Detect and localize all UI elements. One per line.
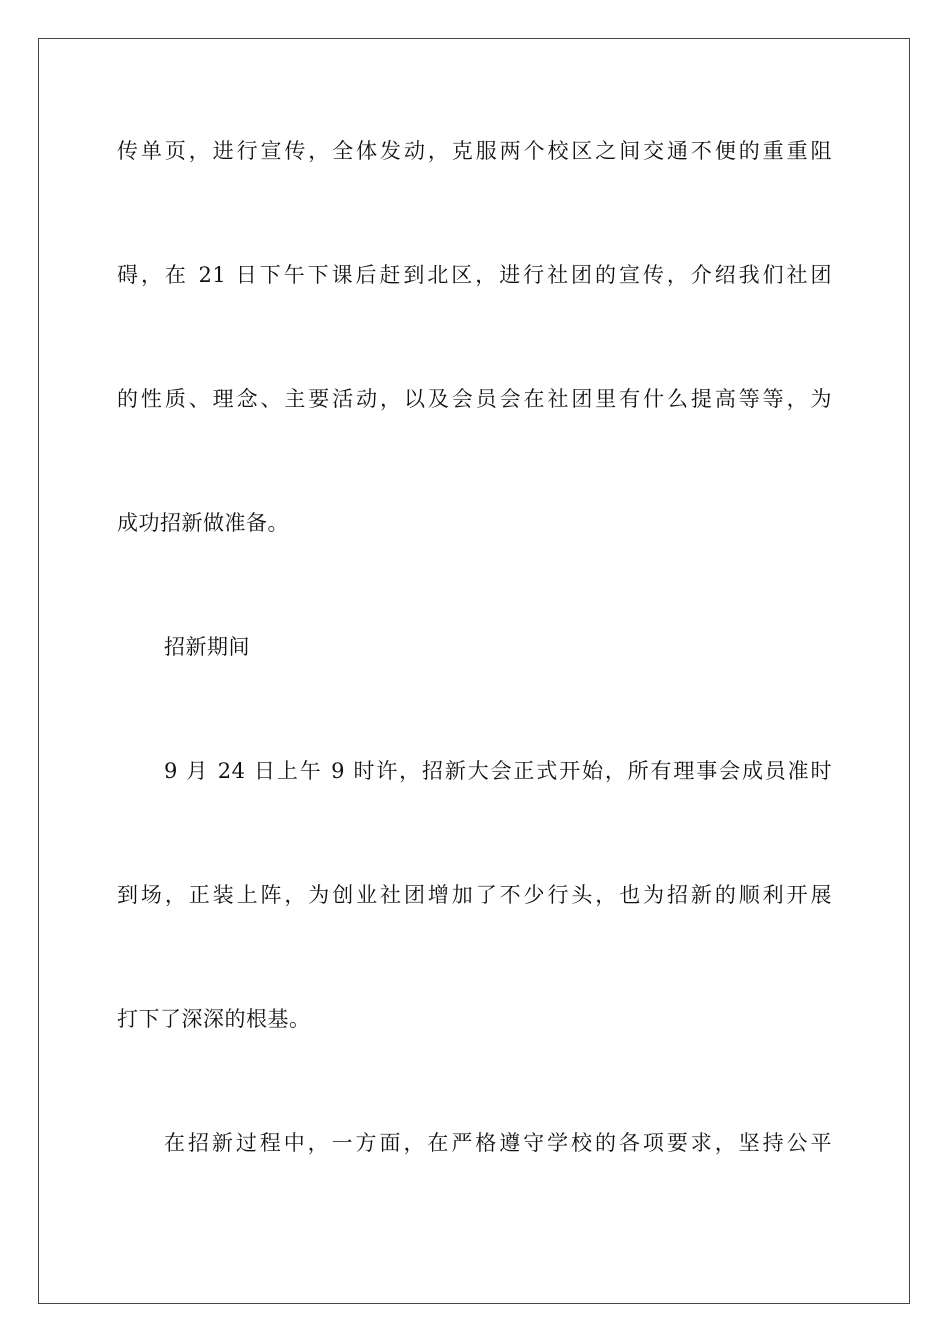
paragraph-line: 传单页，进行宣传，全体发动，克服两个校区之间交通不便的重重阻 [117,139,832,163]
paragraph-line: 打下了深深的根基。 [117,1007,311,1031]
paragraph-line: 在招新过程中，一方面，在严格遵守学校的各项要求，坚持公平 [164,1131,832,1155]
section-heading: 招新期间 [164,635,250,659]
paragraph-line: 9 月 24 日上午 9 时许，招新大会正式开始，所有理事会成员准时 [164,759,832,783]
paragraph-line: 成功招新做准备。 [117,511,289,535]
paragraph-line: 碍，在 21 日下午下课后赶到北区，进行社团的宣传，介绍我们社团 [117,263,832,287]
paragraph-line: 到场，正装上阵，为创业社团增加了不少行头，也为招新的顺利开展 [117,883,832,907]
paragraph-line: 的性质、理念、主要活动，以及会员会在社团里有什么提高等等，为 [117,387,832,411]
page-border [38,38,910,1304]
